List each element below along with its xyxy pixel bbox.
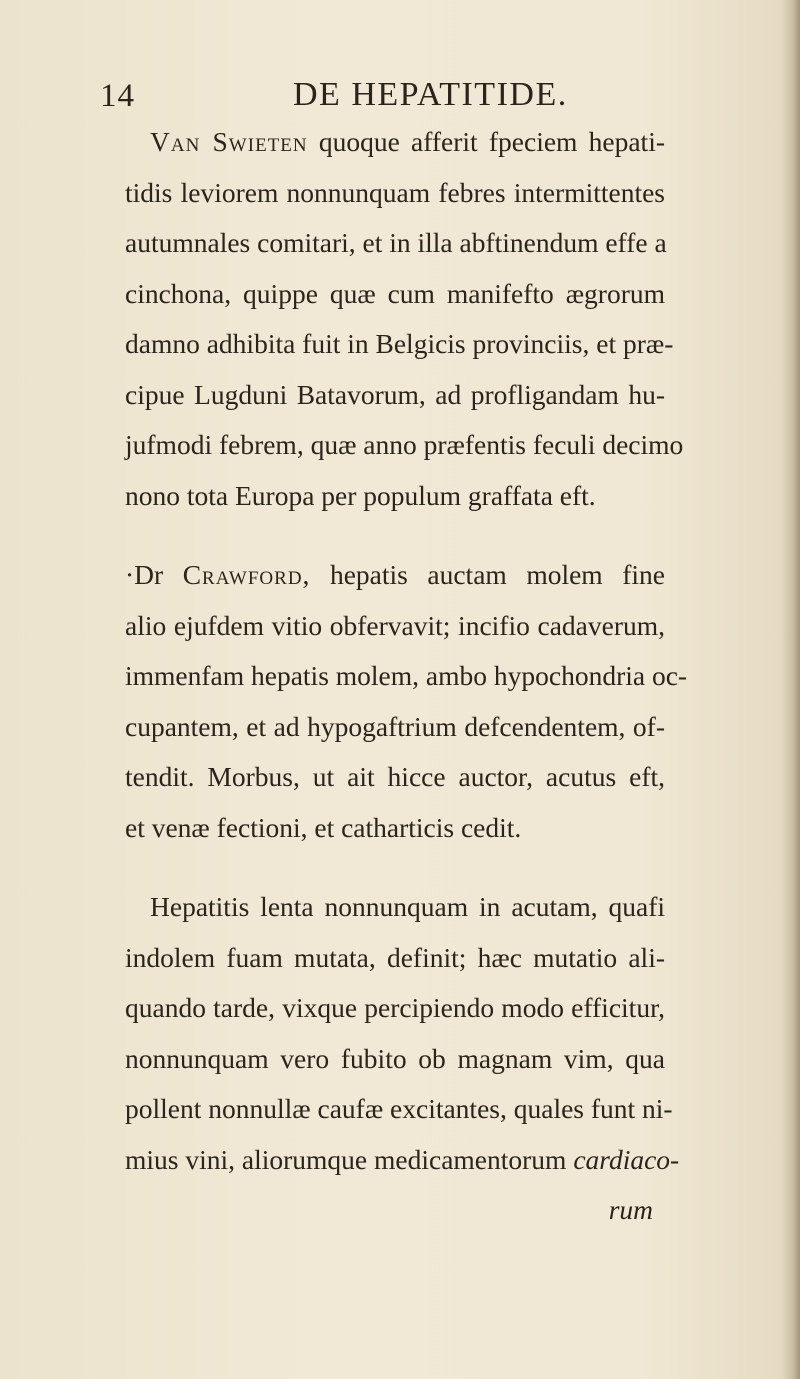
text-line: et venæ fectioni, et catharticis cedit. (125, 811, 522, 843)
paragraph-2 (125, 550, 688, 853)
text-line (125, 1135, 680, 1186)
text-line: Hepatitis lenta nonnunquam in acutam, quafi (150, 891, 665, 922)
text-line: jufmodi febrem, quæ anno præfentis feculi decimo (125, 429, 684, 460)
paragraph-3 (125, 882, 680, 1185)
text-line: nono tota Europa per populum graffata eft. (125, 479, 596, 511)
text-line: tidis leviorem nonnunquam febres intermittentes (125, 176, 665, 208)
author-name: Crawford, (182, 559, 311, 590)
paragraph-1 (125, 117, 684, 521)
text-line: nonnunquam vero fubito ob magnam vim, qua (125, 1042, 665, 1074)
page-edge-shadow (782, 0, 800, 1379)
page-number: 14 (100, 78, 135, 114)
text-line: cinchona, quippe quæ cum manifefto ægrorum (125, 277, 665, 309)
text-line (125, 117, 665, 168)
text-line: quando tarde, vixque percipiendo modo efficitur, (125, 992, 665, 1023)
text-line (125, 550, 665, 601)
running-head (100, 72, 660, 122)
italic-word: cardiaco- (573, 1143, 680, 1175)
line-text: quoque afferit fpeciem hepati- (318, 126, 665, 157)
text-line: alio ejufdem vitio obfervavit; incifio cadaverum, (125, 609, 665, 641)
text-line: damno adhibita fuit in Belgicis provinciis, et præ- (125, 328, 674, 359)
text-line: indolem fuam mutata, definit; hæc mutatio ali- (125, 941, 665, 973)
paragraph-gap (125, 521, 665, 550)
text-line: autumnales comitari, et in illa abftinendum effe a (125, 227, 667, 258)
line-text: mius vini, aliorumque medicamentorum (125, 1143, 567, 1175)
text-line: pollent nonnullæ caufæ excitantes, quales funt ni- (125, 1093, 673, 1124)
body-text (125, 117, 688, 1236)
text-line: tendit. Morbus, ut ait hicce auctor, acutus eft, (125, 761, 665, 792)
author-name: Van Swieten (150, 126, 308, 157)
text-line: cupantem, et ad hypogaftrium defcendentem, of- (125, 710, 665, 742)
running-title: DE HEPATITIDE. (293, 76, 568, 113)
catchword: rum (608, 1194, 653, 1225)
paragraph-gap (125, 853, 665, 882)
line-prefix: ·Dr (125, 559, 164, 590)
text-line: immenfam hepatis molem, ambo hypochondria oc- (125, 660, 688, 691)
line-text: hepatis auctam molem fine (329, 559, 665, 590)
text-line: cipue Lugduni Batavorum, ad profligandam hu- (125, 378, 665, 410)
